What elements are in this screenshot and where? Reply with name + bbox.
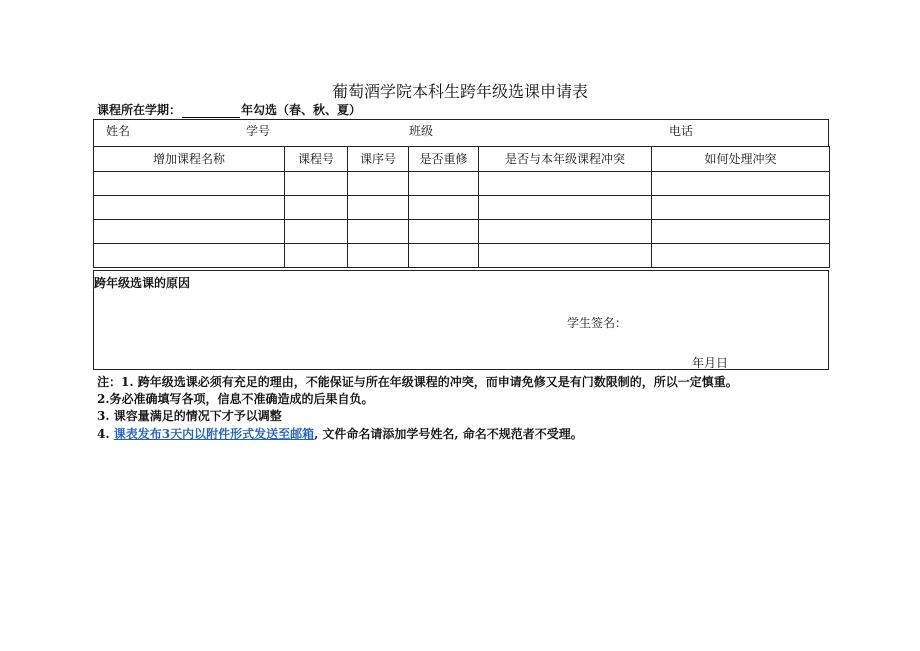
student-id-label: 学号 <box>246 124 271 138</box>
semester-prefix: 课程所在学期： <box>97 103 182 117</box>
cell-conflict[interactable] <box>479 172 652 196</box>
cell-sequence-number[interactable] <box>348 220 409 244</box>
cell-retake[interactable] <box>409 220 479 244</box>
note-4-prefix: 4. <box>97 427 114 441</box>
cell-conflict-handling[interactable] <box>652 196 830 220</box>
cell-course-number[interactable] <box>285 220 348 244</box>
cell-retake[interactable] <box>409 244 479 268</box>
cell-conflict[interactable] <box>479 244 652 268</box>
cell-conflict-handling[interactable] <box>652 172 830 196</box>
semester-suffix: 年勾选（春、秋、夏） <box>241 103 362 117</box>
semester-line <box>97 101 361 118</box>
table-row <box>94 244 830 268</box>
class-label: 班级 <box>409 124 434 138</box>
table-row <box>94 220 830 244</box>
cell-sequence-number[interactable] <box>348 196 409 220</box>
header-sequence-number: 课序号 <box>348 147 409 172</box>
cell-course-name[interactable] <box>94 196 285 220</box>
name-label: 姓名 <box>106 124 131 138</box>
student-info-row <box>93 119 829 147</box>
cell-sequence-number[interactable] <box>348 172 409 196</box>
signature-label: 学生签名： <box>567 316 628 330</box>
cell-course-name[interactable] <box>94 220 285 244</box>
phone-label: 电话 <box>669 124 694 138</box>
cell-conflict[interactable] <box>479 220 652 244</box>
header-course-number: 课程号 <box>285 147 348 172</box>
email-submission-link[interactable]: 课表发布3天内以附件形式发送至邮箱 <box>113 427 315 441</box>
cell-conflict-handling[interactable] <box>652 244 830 268</box>
header-retake: 是否重修 <box>409 147 479 172</box>
table-row <box>94 172 830 196</box>
reason-label: 跨年级选课的原因 <box>94 276 191 290</box>
cell-course-number[interactable] <box>285 172 348 196</box>
cell-conflict[interactable] <box>479 196 652 220</box>
course-table <box>93 146 830 268</box>
course-table-header <box>94 147 830 172</box>
note-1: 注：1. 跨年级选课必须有充足的理由，不能保证与所在年级课程的冲突，而申请免修又是有门数限制的，所以一定慎重。 <box>97 375 738 389</box>
cell-course-number[interactable] <box>285 244 348 268</box>
reason-box[interactable] <box>93 270 829 370</box>
cell-retake[interactable] <box>409 196 479 220</box>
cell-course-name[interactable] <box>94 244 285 268</box>
cell-course-name[interactable] <box>94 172 285 196</box>
note-2: 2.务必准确填写各项，信息不准确造成的后果自负。 <box>97 392 374 406</box>
date-label: 年月日 <box>692 356 729 370</box>
header-conflict: 是否与本年级课程冲突 <box>479 147 652 172</box>
cell-retake[interactable] <box>409 172 479 196</box>
note-4 <box>97 425 583 442</box>
note-3: 3. 课容量满足的情况下才予以调整 <box>97 409 282 423</box>
cell-conflict-handling[interactable] <box>652 220 830 244</box>
header-course-name: 增加课程名称 <box>94 147 285 172</box>
note-4-suffix: , 文件命名请添加学号姓名, 命名不规范者不受理。 <box>314 427 583 441</box>
cell-sequence-number[interactable] <box>348 244 409 268</box>
table-row <box>94 196 830 220</box>
header-conflict-handling: 如何处理冲突 <box>652 147 830 172</box>
form-title: 葡萄酒学院本科生跨年级选课申请表 <box>331 82 588 101</box>
cell-course-number[interactable] <box>285 196 348 220</box>
semester-year-blank[interactable] <box>182 105 240 118</box>
